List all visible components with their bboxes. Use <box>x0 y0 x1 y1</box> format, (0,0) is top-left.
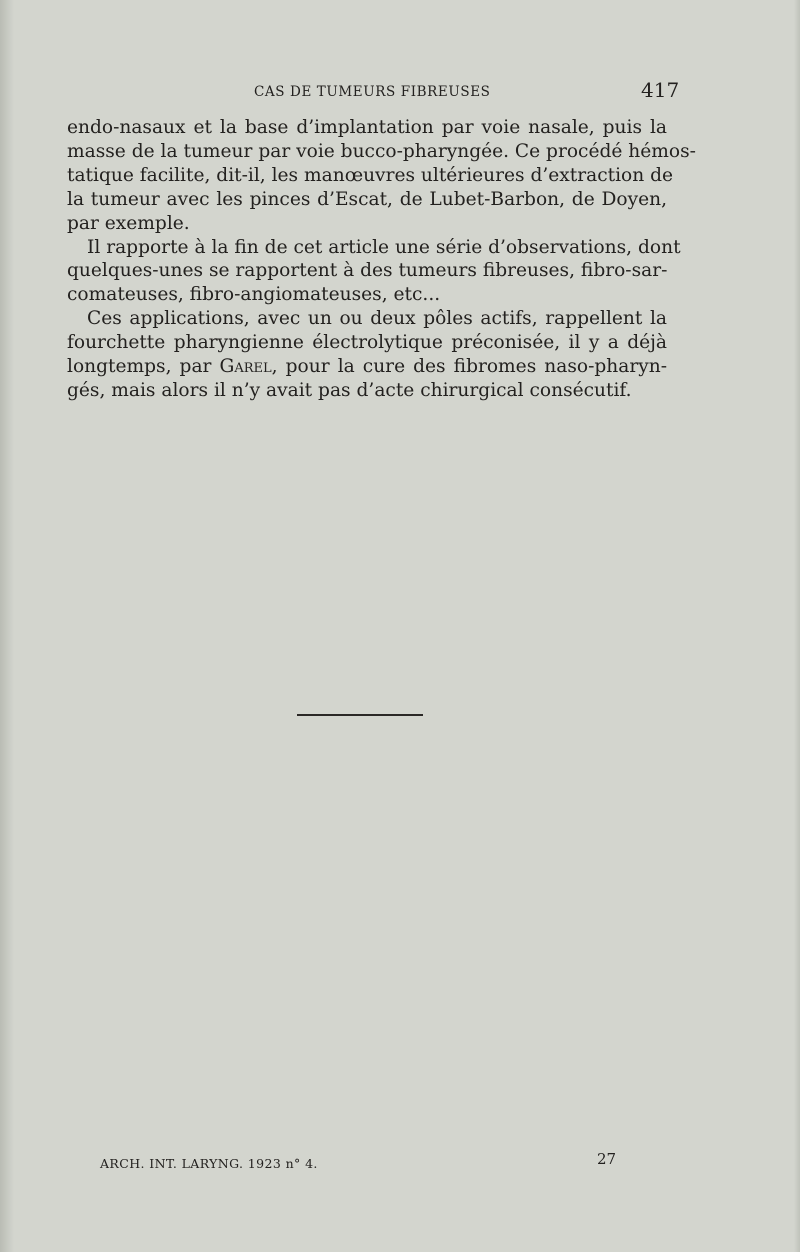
author-name-garel: Garel <box>219 356 272 378</box>
body-text <box>67 116 696 403</box>
page-edge-shadow-right <box>794 0 800 1252</box>
paragraph-2 <box>67 236 681 308</box>
section-end-rule <box>297 714 423 716</box>
text-line: quelques-unes se rapportent à des tumeurs fibreuses, fibro-sar- <box>67 260 668 282</box>
journal-signature: ARCH. INT. LARYNG. 1923 n° 4. <box>100 1156 318 1171</box>
text-line <box>67 355 667 379</box>
running-title: CAS DE TUMEURS FIBREUSES <box>254 84 491 100</box>
text-line: gés, mais alors il n’y avait pas d’acte chirurgical consécutif. <box>67 379 632 401</box>
signature-number: 27 <box>597 1150 617 1168</box>
text-line: tatique facilite, dit-il, les manœuvres ultérieures d’extraction de <box>67 164 674 186</box>
text-line: Il rapporte à la fin de cet article une série d’observations, dont <box>87 236 681 258</box>
text-line: par exemple. <box>67 212 190 234</box>
text-line: fourchette pharyngienne électrolytique préconisée, il y a déjà <box>67 332 667 354</box>
paragraph-3 <box>67 307 667 403</box>
text-fragment: , pour la cure des fibromes naso-pharyn- <box>271 356 667 378</box>
text-line: Ces applications, avec un ou deux pôles actifs, rappellent la <box>87 308 667 330</box>
text-line: la tumeur avec les pinces d’Escat, de Lubet-Barbon, de Doyen, <box>67 188 667 210</box>
text-line: endo-nasaux et la base d’implantation par voie nasale, puis la <box>67 117 667 138</box>
page-number: 417 <box>641 78 680 102</box>
page-edge-shadow-left <box>0 0 14 1252</box>
text-line: masse de la tumeur par voie bucco-pharyngée. Ce procédé hémos- <box>67 140 696 162</box>
text-fragment: longtemps, par <box>67 356 220 378</box>
text-line: comateuses, fibro-angiomateuses, etc... <box>67 284 441 306</box>
paragraph-1 <box>67 116 696 236</box>
